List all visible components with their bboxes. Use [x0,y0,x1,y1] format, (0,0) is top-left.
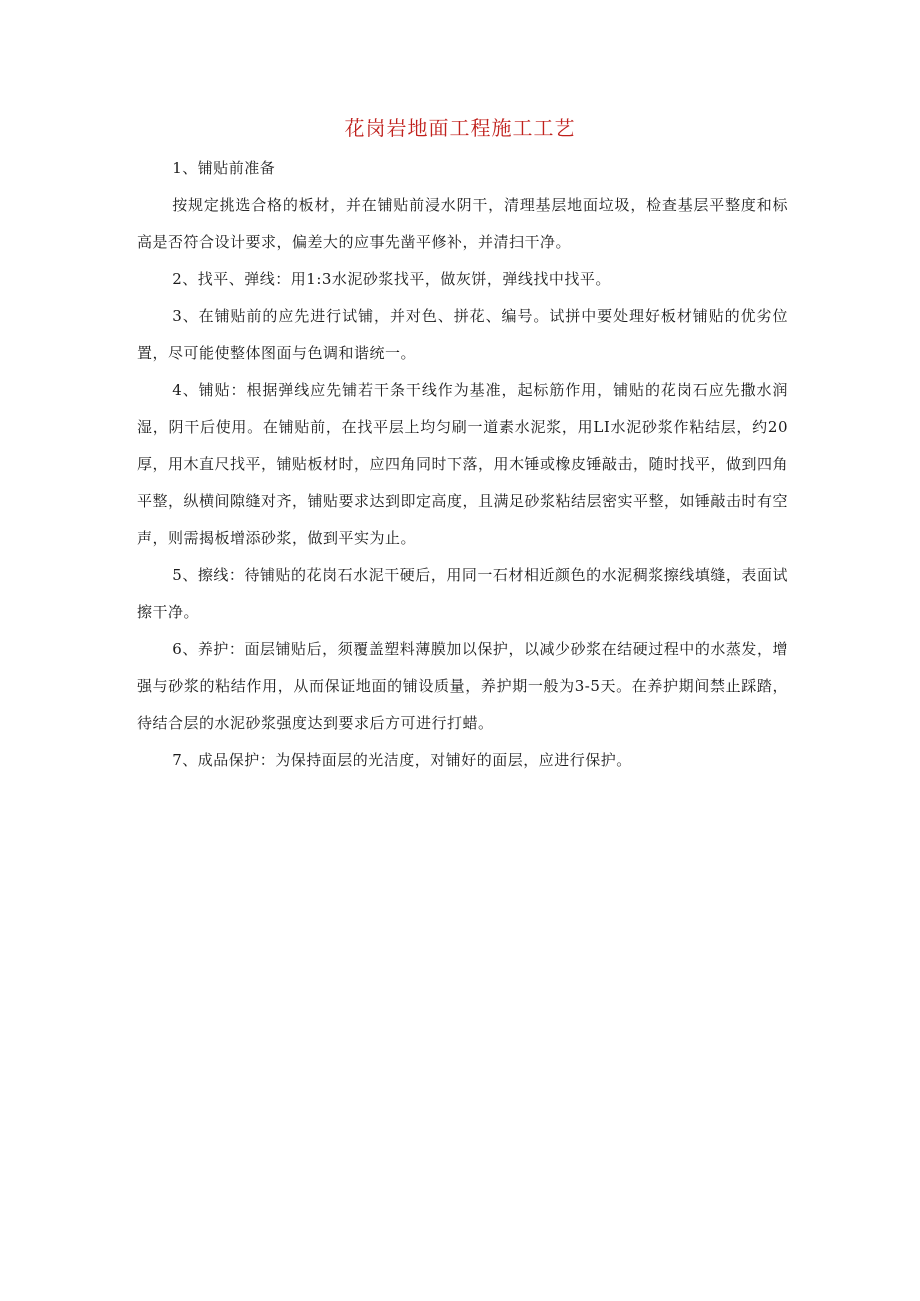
document-title: 花岗岩地面工程施工工艺 [344,116,576,140]
paragraph-trial-laying: 3、在铺贴前的应先进行试铺，并对色、拼花、编号。试拼中要处理好板材铺贴的优劣位置，尽可能使整体图面与色调和谐统一。 [137,307,788,362]
paragraph-leveling: 2、找平、弹线：用1:3水泥砂浆找平，做灰饼，弹线找中找平。 [172,270,611,288]
paragraph-paving: 4、铺贴：根据弹线应先铺若干条干线作为基准，起标筋作用，铺贴的花岗石应先撒水润湿，阴干后使用。在铺贴前，在找平层上均匀刷一道素水泥浆，用LI水泥砂浆作粘结层，约20厚，用木直尺找平，铺贴板材时，应四角同时下落，用木锤或橡皮锤敲击，随时找平，做到四角平整，纵横间隙缝对齐，铺贴要求达到即定高度，且满足砂浆粘结层密实平整，如锤敲击时有空声，则需揭板增添砂浆，做到平实为止。 [137,381,789,547]
paragraph-joint-filling: 5、擦线：待铺贴的花岗石水泥干硬后，用同一石材相近颜色的水泥稠浆擦线填缝，表面试擦干净。 [137,566,788,621]
paragraph-preparation-details: 按规定挑选合格的板材，并在铺贴前浸水阴干，清理基层地面垃圾，检查基层平整度和标高是否符合设计要求，偏差大的应事先凿平修补，并清扫干净。 [137,196,788,251]
paragraph-curing: 6、养护：面层铺贴后，须覆盖塑料薄膜加以保护，以减少砂浆在结硬过程中的水蒸发，增强与砂浆的粘结作用，从而保证地面的铺设质量，养护期一般为3-5天。在养护期间禁止踩踏，待结合层的水泥砂浆强度达到要求后方可进行打蜡。 [137,640,788,732]
section-heading-preparation: 1、铺贴前准备 [172,159,276,177]
document-body [137,150,788,779]
paragraph-protection: 7、成品保护：为保持面层的光洁度，对铺好的面层，应进行保护。 [172,751,632,769]
